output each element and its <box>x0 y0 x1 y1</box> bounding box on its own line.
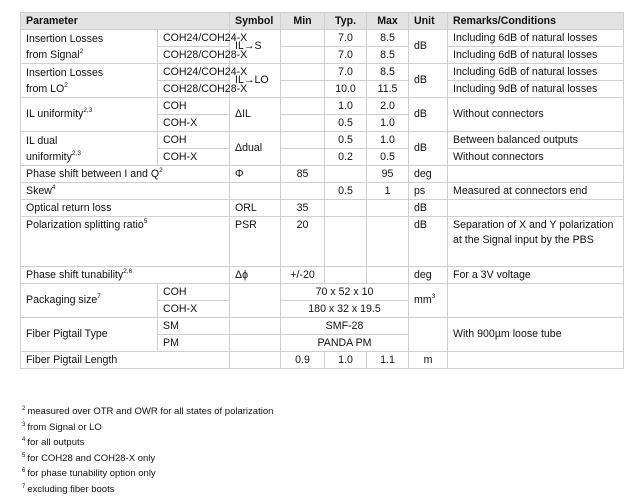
max-cell: 1.1 <box>367 352 409 369</box>
row-label: Polarization splitting ratio$^5$ <box>21 217 230 267</box>
header-typ: Typ. <box>325 13 367 30</box>
min-cell: +/-20 <box>281 267 325 284</box>
table-row <box>21 64 624 81</box>
min-cell: 20 <box>281 217 325 267</box>
remarks-cell <box>448 352 624 369</box>
value-cell: 70 x 52 x 10 <box>281 284 409 301</box>
symbol-cell: Φ <box>230 166 281 183</box>
footnote: $^7$ excluding fiber boots <box>22 483 115 495</box>
symbol-cell: Δϕ <box>230 267 281 284</box>
min-cell <box>281 98 325 115</box>
table-row <box>21 30 624 47</box>
max-cell: 1.0 <box>367 115 409 132</box>
symbol-cell <box>230 335 281 352</box>
header-remarks: Remarks/Conditions <box>448 13 624 30</box>
remarks-cell <box>448 166 624 183</box>
min-cell <box>281 47 325 64</box>
unit-cell: deg <box>409 267 448 284</box>
row-label: Skew$^4$ <box>21 183 230 200</box>
typ-cell: 10.0 <box>325 81 367 98</box>
min-cell <box>281 81 325 98</box>
table-row <box>21 200 624 217</box>
row-label: Fiber Pigtail Type <box>21 318 158 352</box>
row-label: Fiber Pigtail Length <box>21 352 230 369</box>
header-symbol: Symbol <box>230 13 281 30</box>
value-cell: SMF-28 <box>281 318 409 335</box>
unit-cell: dB <box>409 64 448 98</box>
max-cell <box>367 200 409 217</box>
max-cell: 8.5 <box>367 47 409 64</box>
remarks-cell: Including 6dB of natural losses <box>448 64 624 81</box>
symbol-cell: PSR <box>230 217 281 267</box>
variant-cell: PM <box>158 335 230 352</box>
max-cell: 8.5 <box>367 64 409 81</box>
table-row <box>21 166 624 183</box>
remarks-cell: Measured at connectors end <box>448 183 624 200</box>
header-unit: Unit <box>409 13 448 30</box>
unit-cell: m <box>409 352 448 369</box>
typ-cell: 1.0 <box>325 98 367 115</box>
remarks-cell: Without connectors <box>448 98 624 132</box>
variant-cell: COH24/COH24-X <box>158 30 230 47</box>
table-row <box>21 267 624 284</box>
max-cell: 8.5 <box>367 30 409 47</box>
max-cell: 1 <box>367 183 409 200</box>
footnote: $^6$ for phase tunability option only <box>22 468 156 480</box>
remarks-cell <box>448 200 624 217</box>
min-cell <box>281 183 325 200</box>
min-cell <box>281 132 325 149</box>
header-parameter: Parameter <box>21 13 230 30</box>
row-label: Insertion Losses from Signal$^2$ <box>21 30 158 64</box>
variant-cell: COH28/COH28-X <box>158 81 230 98</box>
value-cell: 180 x 32 x 19.5 <box>281 301 409 318</box>
unit-cell: dB <box>409 30 448 64</box>
row-label: Phase shift between I and $Q^2$ <box>21 166 230 183</box>
remarks-cell: Without connectors <box>448 149 624 166</box>
max-cell <box>367 267 409 284</box>
symbol-cell <box>230 318 281 335</box>
typ-cell <box>325 267 367 284</box>
table-row <box>21 217 624 267</box>
footnote: $^5$ for COH28 and COH28-X only <box>22 452 156 464</box>
row-label: IL uniformity$^{2,3}$ <box>21 98 158 132</box>
footnote: $^2$ measured over OTR and OWR for all states of polarization <box>22 406 274 417</box>
table-row <box>21 284 624 301</box>
max-cell: 1.0 <box>367 132 409 149</box>
symbol-cell: IL→LO <box>230 64 281 98</box>
row-label: IL dual uniformity$^{2,3}$ <box>21 132 158 166</box>
typ-cell: 7.0 <box>325 47 367 64</box>
remarks-cell: Including 9dB of natural losses <box>448 81 624 98</box>
variant-cell: COH-X <box>158 301 230 318</box>
typ-cell: 7.0 <box>325 30 367 47</box>
symbol-cell: IL→S <box>230 30 281 64</box>
min-cell <box>281 115 325 132</box>
unit-cell: dB <box>409 132 448 166</box>
table-row <box>21 318 624 335</box>
typ-cell <box>325 200 367 217</box>
remarks-cell: Between balanced outputs <box>448 132 624 149</box>
max-cell <box>367 217 409 267</box>
unit-cell <box>409 318 448 352</box>
variant-cell: COH-X <box>158 149 230 166</box>
remarks-cell: Separation of X and Y polarization at the Signal input by the PBS <box>448 217 624 267</box>
variant-cell: COH <box>158 284 230 301</box>
remarks-cell <box>448 284 624 318</box>
header-min: Min <box>281 13 325 30</box>
min-cell: 85 <box>281 166 325 183</box>
remarks-cell: With 900µm loose tube <box>448 318 624 352</box>
min-cell <box>281 149 325 166</box>
symbol-cell <box>230 352 281 369</box>
specification-table <box>20 12 624 369</box>
max-cell: 11.5 <box>367 81 409 98</box>
variant-cell: COH-X <box>158 115 230 132</box>
max-cell: 95 <box>367 166 409 183</box>
unit-cell: dB <box>409 200 448 217</box>
max-cell: 0.5 <box>367 149 409 166</box>
min-cell: 35 <box>281 200 325 217</box>
value-cell: PANDA PM <box>281 335 409 352</box>
symbol-cell: ΔIL <box>230 98 281 132</box>
header-max: Max <box>367 13 409 30</box>
table-row <box>21 98 624 115</box>
footnote: $^4$ for all outputs <box>22 437 85 449</box>
typ-cell: 0.2 <box>325 149 367 166</box>
min-cell: 0.9 <box>281 352 325 369</box>
variant-cell: COH28/COH28-X <box>158 47 230 64</box>
typ-cell: 1.0 <box>325 352 367 369</box>
symbol-cell <box>230 183 281 200</box>
unit-cell: deg <box>409 166 448 183</box>
typ-cell: 0.5 <box>325 115 367 132</box>
variant-cell: COH <box>158 98 230 115</box>
min-cell <box>281 64 325 81</box>
unit-cell: ps <box>409 183 448 200</box>
typ-cell <box>325 217 367 267</box>
footnote: $^3$ from Signal or LO <box>22 421 102 433</box>
table-row <box>21 352 624 369</box>
row-label: Packaging size$^7$ <box>21 284 158 318</box>
max-cell: 2.0 <box>367 98 409 115</box>
row-label: Optical return loss <box>21 200 230 217</box>
variant-cell: SM <box>158 318 230 335</box>
remarks-cell: For a 3V voltage <box>448 267 624 284</box>
variant-cell: COH24/COH24-X <box>158 64 230 81</box>
unit-cell: $mm^3$ <box>409 284 448 318</box>
remarks-cell: Including 6dB of natural losses <box>448 30 624 47</box>
table-row <box>21 132 624 149</box>
footnotes <box>22 404 273 498</box>
typ-cell: 0.5 <box>325 132 367 149</box>
unit-cell: dB <box>409 98 448 132</box>
variant-cell: COH <box>158 132 230 149</box>
typ-cell: 7.0 <box>325 64 367 81</box>
row-label: Insertion Losses from $LO^2$ <box>21 64 158 98</box>
symbol-cell: ORL <box>230 200 281 217</box>
table-header-row <box>21 13 624 30</box>
remarks-cell: Including 6dB of natural losses <box>448 47 624 64</box>
min-cell <box>281 30 325 47</box>
typ-cell: 0.5 <box>325 183 367 200</box>
symbol-cell: Δdual <box>230 132 281 166</box>
typ-cell <box>325 166 367 183</box>
row-label: Phase shift tunability$^{2,6}$ <box>21 267 230 284</box>
table-row <box>21 183 624 200</box>
unit-cell: dB <box>409 217 448 267</box>
symbol-cell <box>230 284 281 318</box>
